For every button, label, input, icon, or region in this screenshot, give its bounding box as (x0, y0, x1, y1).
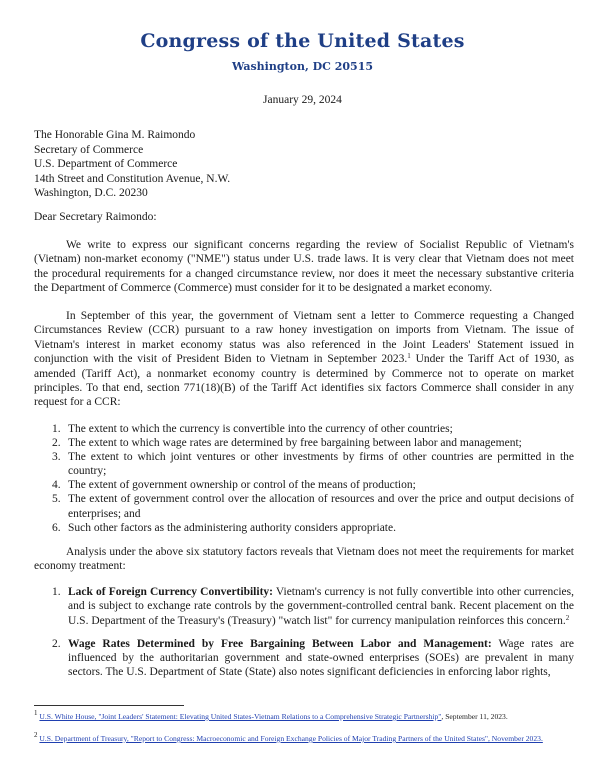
paragraph-background-part1: In September of this year, the government of Vietnam sent a letter to Commerce requesting a Changed Circumstances Review (CCR) pursuant to a raw honey investigation on imports from Vietnam. The issue of Vietnam's interest in market economy status was also referenced in the Joint Leaders' Statement issued in conjunction with the visit of President Biden to Vietnam in September 2023. (34, 310, 574, 366)
paragraph-background (34, 309, 574, 410)
footnote (34, 731, 574, 744)
list-number: 5. (52, 493, 61, 506)
list-number: 2. (52, 437, 61, 450)
footnote-mark: 2 (34, 731, 38, 739)
list-number: 4. (52, 479, 61, 492)
list-item-text: Such other factors as the administering authority considers appropriate. (68, 521, 396, 534)
footnote-divider (34, 705, 184, 706)
list-item (34, 436, 574, 450)
paragraph-intro: We write to express our significant concerns regarding the review of Socialist Republic of Vietnam's (Vietnam) non-market economy ("NME") status under U.S. trade laws. It is very clear that Vietnam does not meet the procedural requirements for a changed circumstance review, nor does it meet the necessary substantive criteria the Department of Commerce (Commerce) must consider for it to be designated a market economy. (34, 239, 574, 295)
paragraph-analysis-intro: Analysis under the above six statutory factors reveals that Vietnam does not meet the requirements for market economy treatment: (34, 546, 574, 573)
recipient-line: 14th Street and Constitution Avenue, N.W. (34, 172, 231, 185)
recipient-line: Secretary of Commerce (34, 143, 144, 156)
list-number: 6. (52, 521, 61, 534)
recipient-address (34, 128, 230, 201)
list-number: 2. (52, 637, 61, 650)
analysis-text: Wage rates are influenced by the authoritarian government and state-owned enterprises (SOEs) are prevalent in many sectors. The U.S. Department of State (State) also notes significant deficiencies in enforcing labor rights, (68, 637, 574, 679)
list-item-text: The extent to which joint ventures or other investments by firms of other countries are permitted in the country; (68, 451, 574, 478)
list-number: 1. (52, 423, 61, 435)
salutation: Dear Secretary Raimondo: (34, 211, 157, 223)
footnote (34, 709, 574, 722)
footnote-mark: 1 (34, 709, 38, 717)
list-item (34, 637, 574, 680)
list-item (34, 422, 574, 436)
footnote-link[interactable]: U.S. White House, "Joint Leaders' Statement: Elevating United States-Vietnam Relations to a Comprehensive Strategic Partnership" (39, 712, 442, 721)
statutory-factors-list (34, 422, 574, 535)
analysis-heading: Wage Rates Determined by Free Bargaining Between Labor and Management: (68, 637, 492, 650)
letterhead-location: Washington, DC 20515 (231, 60, 374, 73)
paragraph-background-part2: Under the Tariff Act of 1930, as amended (Tariff Act), a nonmarket economy country is determined by Commerce not to operate on market principles. To that end, section 771(18)(B) of the Tariff Act identifies six factors Commerce shall consider in any request for a CCR: (34, 353, 575, 409)
list-item-text: The extent to which the currency is convertible into the currency of other countries; (68, 423, 453, 435)
analysis-heading: Lack of Foreign Currency Convertibility: (68, 586, 273, 598)
list-item (34, 521, 574, 535)
list-number: 3. (52, 451, 61, 464)
recipient-line: U.S. Department of Commerce (34, 158, 178, 171)
footnote-link[interactable]: U.S. Department of Treasury, "Report to Congress: Macroeconomic and Foreign Exchange Policies of Major Trading Partners of the United States", November 2023. (39, 734, 543, 743)
recipient-line: Washington, D.C. 20230 (34, 187, 148, 200)
footnote-ref[interactable]: 1 (407, 352, 411, 361)
letter-date: January 29, 2024 (263, 94, 342, 106)
list-item (34, 492, 574, 520)
list-item-text: The extent of government control over the allocation of resources and over the price and output decisions of enterprises; and (68, 493, 574, 520)
analysis-text: Vietnam's currency is not fully convertible into other currencies, and is subject to exchange rate controls by the government-controlled central bank. Recent placement on the U.S. Department of the Treasury's (Treasury) "watch list" for currency manipulation reinforces this concern. (68, 586, 574, 627)
letterhead-title: Congress of the United States (140, 30, 465, 52)
footnote-ref[interactable]: 2 (565, 613, 570, 622)
footnote-text: , September 11, 2023. (441, 712, 508, 721)
analysis-list (34, 585, 574, 689)
list-item (34, 450, 574, 478)
list-item (34, 478, 574, 492)
recipient-line: The Honorable Gina M. Raimondo (34, 129, 196, 141)
list-item-text: The extent of government ownership or control of the means of production; (68, 479, 416, 492)
list-number: 1. (52, 586, 61, 598)
list-item-text: The extent to which wage rates are determined by free bargaining between labor and management; (68, 437, 522, 450)
list-item (34, 585, 574, 628)
